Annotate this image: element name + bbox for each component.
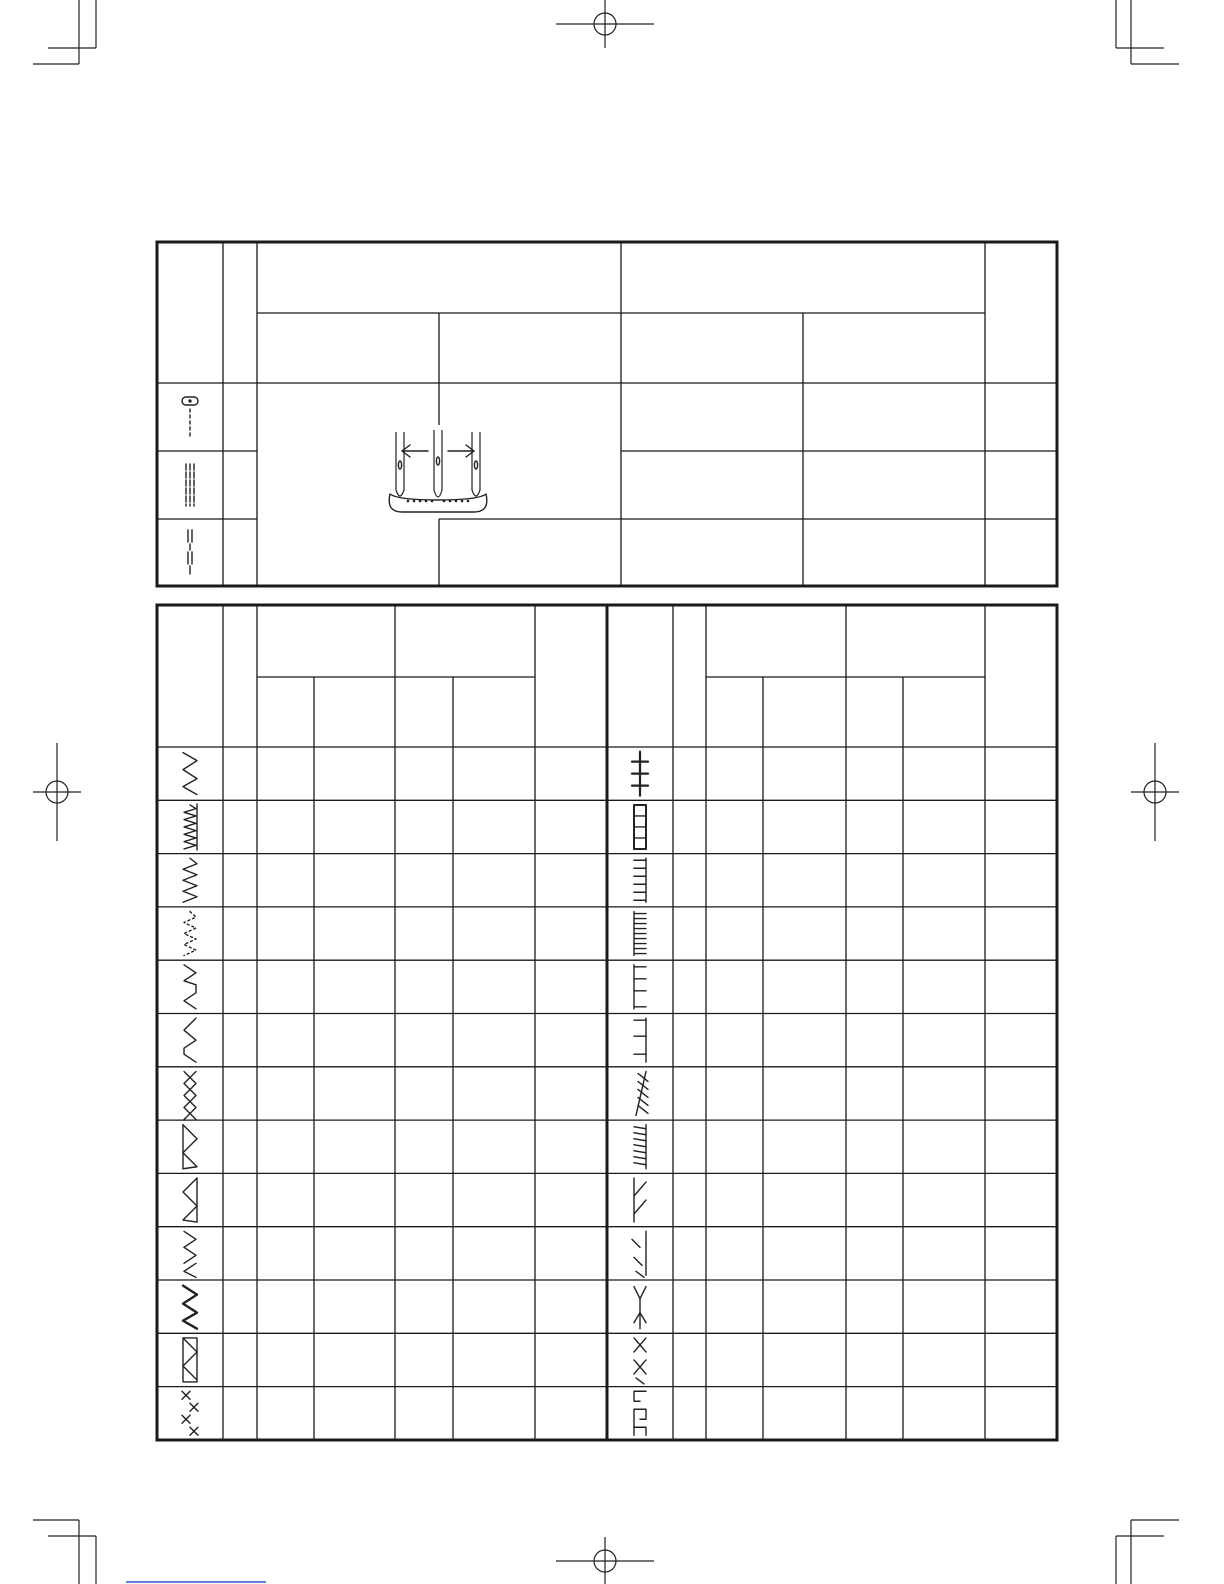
- top-table: [157, 242, 1057, 586]
- zigzag-stitch-icon: [183, 753, 197, 795]
- dense-comb-stitch-icon: [634, 912, 646, 956]
- ladder-box-stitch-icon: [634, 805, 646, 849]
- registration-mark-top: [556, 0, 654, 48]
- registration-mark-left: [33, 743, 81, 841]
- fine-zigzag-stitch-icon: [183, 858, 197, 902]
- slanted-hatch-stitch-icon: [636, 1071, 648, 1115]
- bottom-table-left-grid: [157, 606, 607, 1440]
- registration-mark-right: [1131, 743, 1179, 841]
- blind-hem-zigzag-icon: [184, 1018, 196, 1062]
- triple-straight-stitch-icon: [186, 464, 194, 506]
- bold-zigzag-stitch-icon: [183, 1286, 197, 1329]
- crop-mark-top-left: [33, 0, 96, 64]
- bottom-table-right-grid: [607, 606, 1057, 1440]
- sparse-comb-stitch-icon: [634, 1018, 646, 1062]
- crop-mark-bottom-left: [33, 1520, 96, 1584]
- needle-position-left-right-icon: [389, 430, 487, 512]
- step-zigzag-stitch-icon: [184, 965, 196, 1009]
- comb-stitch-icon: [634, 858, 646, 902]
- top-table-border: [157, 242, 1057, 586]
- triangle-overcast-stitch-icon: [183, 1125, 197, 1169]
- crop-mark-top-right: [1116, 0, 1179, 64]
- branch-stitch-icon: [634, 1178, 646, 1222]
- slanted-comb-stitch-icon: [634, 1125, 646, 1169]
- broken-triple-stitch-icon: [188, 530, 192, 574]
- triangle-edge-stitch-icon: [183, 1178, 197, 1222]
- boxed-zigzag-stitch-icon: [183, 1338, 197, 1382]
- bar-tack-stitch-icon: [632, 752, 648, 796]
- feather-chevron-stitch-icon: [184, 1231, 196, 1277]
- slanted-dash-stitch-icon: [632, 1231, 646, 1277]
- dotted-zigzag-stitch-icon: [184, 912, 196, 956]
- x-cross-stitch-icon: [634, 1338, 646, 1384]
- crop-mark-bottom-right: [1116, 1520, 1179, 1584]
- cross-lattice-stitch-icon: [184, 1071, 196, 1119]
- cross-stitch-icon: [182, 1391, 198, 1435]
- bottom-table: [157, 605, 1057, 1440]
- straight-stitch-center-needle-icon: [182, 397, 198, 437]
- registration-mark-bottom: [556, 1537, 654, 1584]
- greek-key-stitch-icon: [634, 1391, 646, 1435]
- open-comb-stitch-icon: [634, 965, 646, 1009]
- y-feather-stitch-icon: [634, 1287, 646, 1329]
- dense-zigzag-stitch-icon: [184, 804, 197, 850]
